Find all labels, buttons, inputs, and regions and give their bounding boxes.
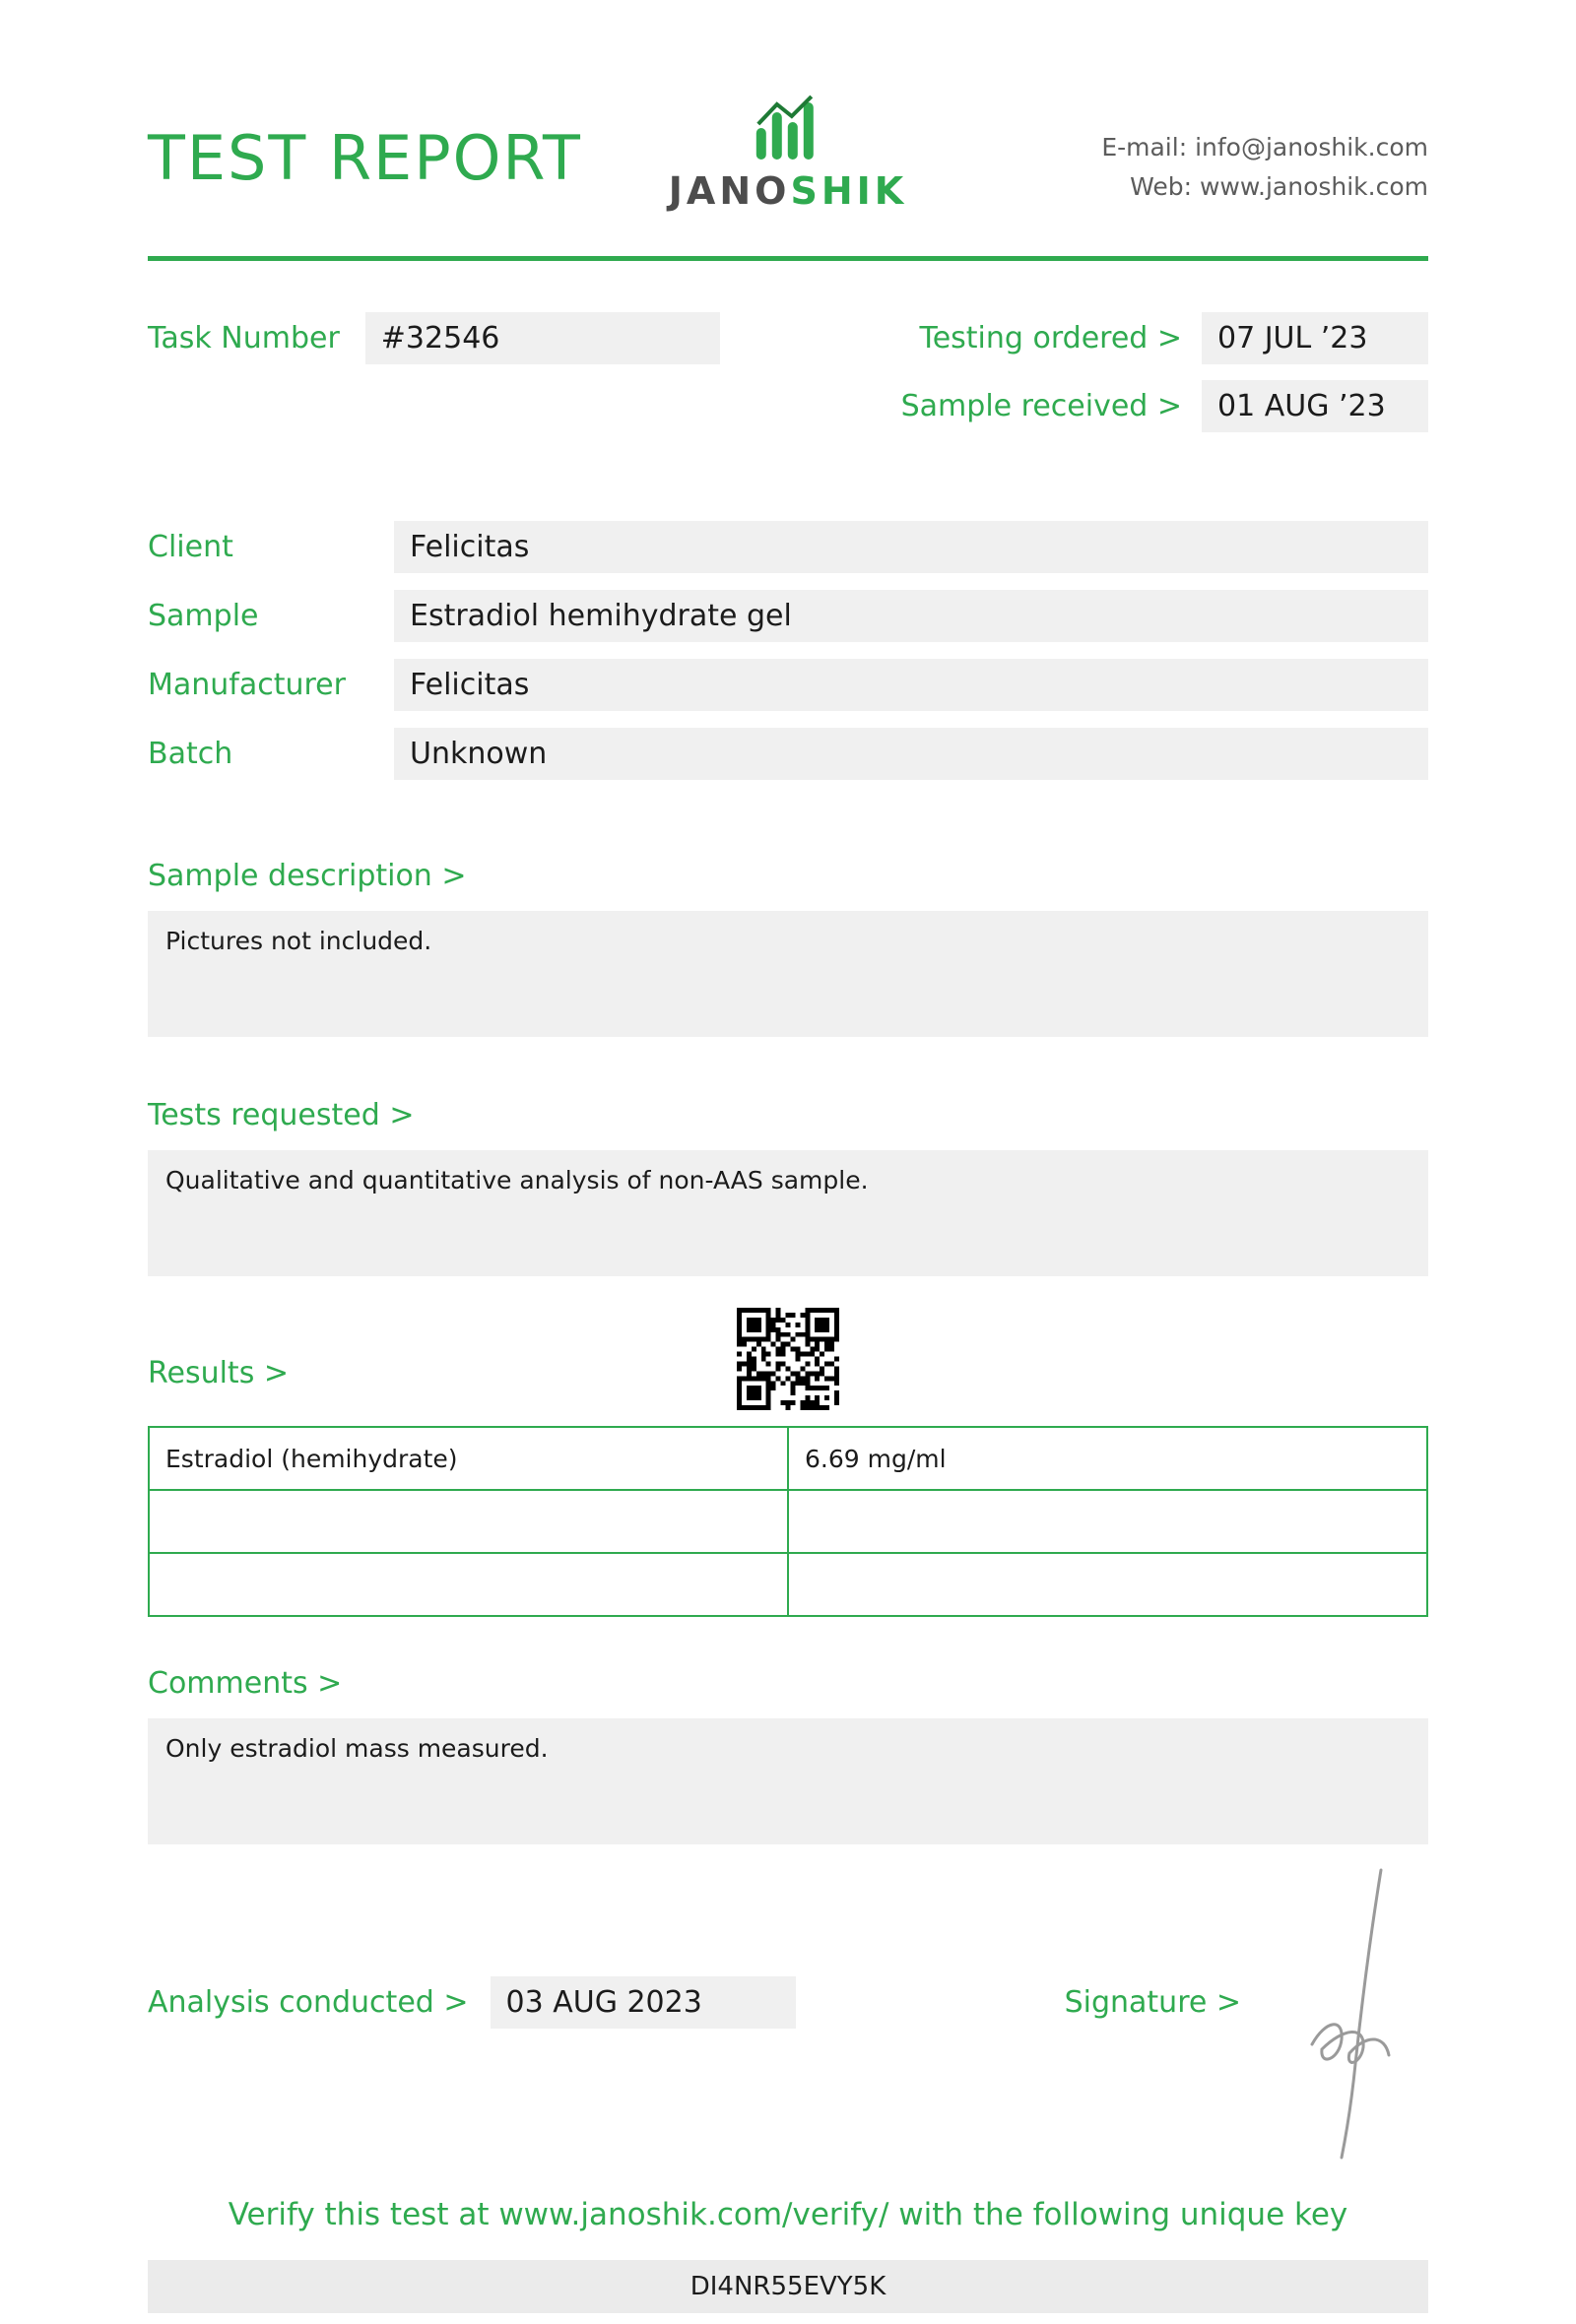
task-number-label: Task Number <box>148 321 340 355</box>
analysis-signature-row <box>148 1970 1428 2034</box>
result-value: 6.69 mg/ml <box>788 1427 1427 1490</box>
qr-code <box>737 1308 839 1410</box>
result-value <box>788 1553 1427 1616</box>
results-heading: Results > <box>148 1356 289 1390</box>
sample-description-heading: Sample description > <box>148 859 467 893</box>
sample-received-row <box>901 380 1428 432</box>
contact-info <box>1101 128 1428 207</box>
task-number-group <box>148 312 720 364</box>
tests-requested-content: Qualitative and quantitative analysis of non-AAS sample. <box>148 1150 1428 1276</box>
logo-wordmark <box>669 169 907 213</box>
header-divider <box>148 256 1428 261</box>
bar-chart-icon <box>741 95 835 163</box>
info-section <box>148 521 1428 780</box>
result-name <box>149 1490 788 1553</box>
sample-label: Sample <box>148 599 259 633</box>
report-title: TEST REPORT <box>148 122 582 194</box>
task-number-value: #32546 <box>365 312 720 364</box>
comments-content: Only estradiol mass measured. <box>148 1718 1428 1844</box>
sample-received-label: Sample received > <box>900 389 1182 423</box>
signature-image <box>1290 1862 1418 2167</box>
dates-group <box>901 312 1428 432</box>
unique-key: DI4NR55EVY5K <box>148 2260 1428 2313</box>
sample-received-value: 01 AUG ’23 <box>1202 380 1428 432</box>
result-row <box>149 1490 1427 1553</box>
results-header <box>148 1296 1428 1412</box>
info-row-manufacturer <box>148 659 1428 711</box>
client-label: Client <box>148 530 233 564</box>
header <box>148 95 1428 242</box>
email-line: E-mail: info@janoshik.com <box>1101 133 1428 161</box>
logo-jano: JANO <box>668 169 791 213</box>
sample-description-content: Pictures not included. <box>148 911 1428 1037</box>
testing-ordered-value: 07 JUL ’23 <box>1202 312 1428 364</box>
janoshik-logo <box>669 95 907 213</box>
analysis-date-value: 03 AUG 2023 <box>491 1976 796 2029</box>
analysis-group <box>148 1976 796 2029</box>
info-row-batch <box>148 728 1428 780</box>
batch-label: Batch <box>148 737 233 771</box>
web-line: Web: www.janoshik.com <box>1130 172 1428 201</box>
result-name: Estradiol (hemihydrate) <box>149 1427 788 1490</box>
verify-text: Verify this test at www.janoshik.com/verify/ with the following unique key <box>228 2197 1348 2232</box>
task-section <box>148 312 1428 432</box>
batch-value: Unknown <box>394 728 1428 780</box>
manufacturer-label: Manufacturer <box>148 668 346 702</box>
logo-shik: SHIK <box>790 169 908 213</box>
manufacturer-value: Felicitas <box>394 659 1428 711</box>
testing-ordered-row <box>901 312 1428 364</box>
sample-value: Estradiol hemihydrate gel <box>394 590 1428 642</box>
info-row-client <box>148 521 1428 573</box>
analysis-conducted-label: Analysis conducted > <box>148 1984 469 2020</box>
client-value: Felicitas <box>394 521 1428 573</box>
signature-label: Signature > <box>1064 1984 1241 2020</box>
info-row-sample <box>148 590 1428 642</box>
result-name <box>149 1553 788 1616</box>
result-row <box>149 1427 1427 1490</box>
results-table <box>148 1426 1428 1617</box>
result-row <box>149 1553 1427 1616</box>
testing-ordered-label: Testing ordered > <box>919 321 1182 355</box>
result-value <box>788 1490 1427 1553</box>
comments-heading: Comments > <box>148 1666 343 1701</box>
tests-requested-heading: Tests requested > <box>148 1098 415 1132</box>
